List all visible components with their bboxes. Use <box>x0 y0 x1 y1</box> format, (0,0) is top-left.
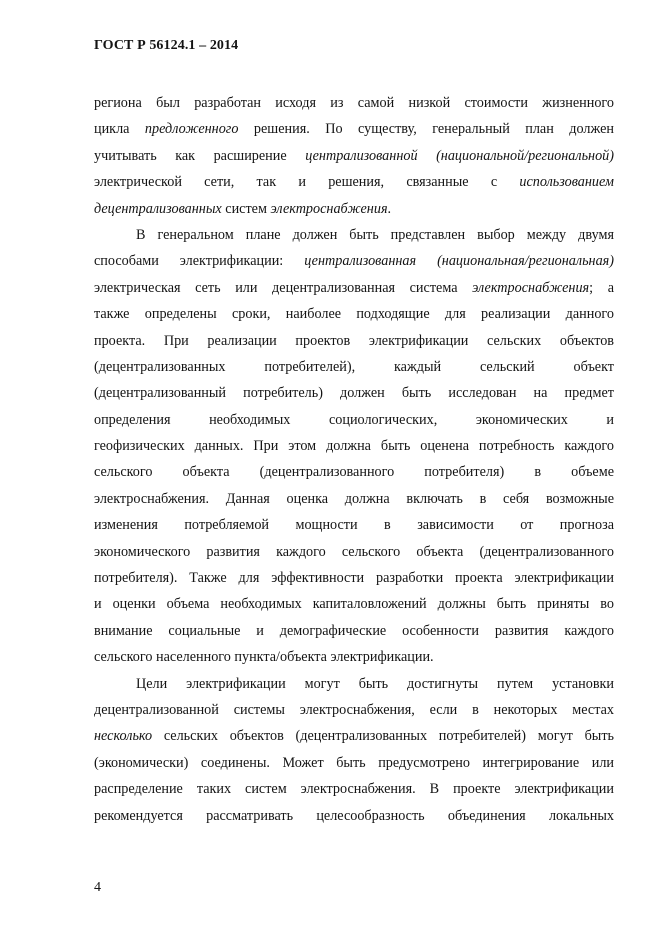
text-segment: В генеральном плане должен быть представлен выбор между двумя <box>136 226 614 243</box>
paragraph <box>94 90 614 222</box>
text-line <box>94 459 614 485</box>
text-segment: электрической сети, так и решения, связанные с <box>94 174 520 191</box>
text-segment: изменения потребляемой мощности в зависимости от прогноза <box>94 517 614 534</box>
text-line <box>94 328 614 354</box>
italic-text: электроснабжения <box>472 279 590 296</box>
text-segment: (децентрализованных потребителей), каждый сельский объект <box>94 358 614 375</box>
text-segment: региона был разработан исходя из самой низкой стоимости жизненного <box>94 95 614 111</box>
text-line <box>94 196 614 222</box>
text-line <box>94 671 614 697</box>
text-segment: Цели электрификации могут быть достигнуты путем установки <box>136 675 614 692</box>
text-line <box>94 169 614 195</box>
text-line <box>94 723 614 749</box>
text-line <box>94 776 614 802</box>
text-segment: (децентрализованный потребитель) должен быть исследован на предмет <box>94 385 614 402</box>
text-line <box>94 486 614 512</box>
paragraph <box>94 222 614 671</box>
italic-text: децентрализованных <box>94 200 222 217</box>
text-line <box>94 407 614 433</box>
document-body <box>94 90 614 829</box>
text-line <box>94 143 614 169</box>
text-segment: рекомендуется рассматривать целесообразность объединения локальных <box>94 807 614 824</box>
text-segment: учитывать как расширение <box>94 147 306 164</box>
italic-text: предложенного <box>144 121 239 138</box>
text-segment: внимание социальные и демографические особенности развития каждого <box>94 622 614 639</box>
text-segment: децентрализованной системы электроснабжения, если в некоторых местах <box>94 701 614 718</box>
text-line <box>94 433 614 459</box>
text-segment: электрическая сеть или децентрализованная система <box>94 279 473 296</box>
page-number: 4 <box>94 880 101 895</box>
document-header: ГОСТ Р 56124.1 – 2014 <box>94 38 239 53</box>
text-segment: электроснабжения. Данная оценка должна включать в себя возможные <box>94 490 614 507</box>
text-line <box>94 90 614 116</box>
text-line <box>94 354 614 380</box>
text-segment: решения. По существу, генеральный план должен <box>238 121 614 138</box>
italic-text: электроснабжения <box>270 200 388 217</box>
italic-text: централизованной (национальной/региональной) <box>305 147 614 164</box>
text-line <box>94 618 614 644</box>
text-segment: цикла <box>94 121 145 138</box>
text-segment: . <box>387 200 392 217</box>
paragraph <box>94 671 614 829</box>
text-line <box>94 275 614 301</box>
text-segment: сельского объекта (децентрализованного потребителя) в объеме <box>94 464 614 481</box>
text-segment: систем <box>221 200 271 217</box>
text-line <box>94 565 614 591</box>
text-segment: также определены сроки, наиболее подходящие для реализации данного <box>94 306 614 323</box>
italic-text: использованием <box>519 174 614 191</box>
text-line <box>94 248 614 274</box>
text-segment: проекта. При реализации проектов электрификации сельских объектов <box>94 332 614 349</box>
text-segment: экономического развития каждого сельского объекта (децентрализованного <box>94 543 614 560</box>
text-segment: потребителя). Также для эффективности разработки проекта электрификации <box>94 570 614 587</box>
italic-text: централизованная (национальная/региональная) <box>304 253 614 270</box>
text-line <box>94 644 614 670</box>
text-segment: способами электрификации: <box>94 253 305 270</box>
text-segment: (экономически) соединены. Может быть предусмотрено интегрирование или <box>94 754 614 771</box>
text-line <box>94 222 614 248</box>
text-segment: определения необходимых социологических, экономических и <box>94 411 614 428</box>
text-segment: ; а <box>589 279 614 296</box>
text-segment: сельских объектов (децентрализованных потребителей) могут быть <box>152 728 614 745</box>
text-line <box>94 512 614 538</box>
text-segment: геофизических данных. При этом должна быть оценена потребность каждого <box>94 438 614 455</box>
text-line <box>94 301 614 327</box>
text-line <box>94 750 614 776</box>
text-line <box>94 803 614 829</box>
text-line <box>94 380 614 406</box>
text-segment: сельского населенного пункта/объекта электрификации. <box>94 649 434 666</box>
text-segment: распределение таких систем электроснабжения. В проекте электрификации <box>94 781 614 798</box>
text-segment: и оценки объема необходимых капиталовложений должны быть приняты во <box>94 596 614 613</box>
text-line <box>94 116 614 142</box>
text-line <box>94 591 614 617</box>
italic-text: несколько <box>94 728 153 745</box>
text-line <box>94 697 614 723</box>
text-line <box>94 539 614 565</box>
